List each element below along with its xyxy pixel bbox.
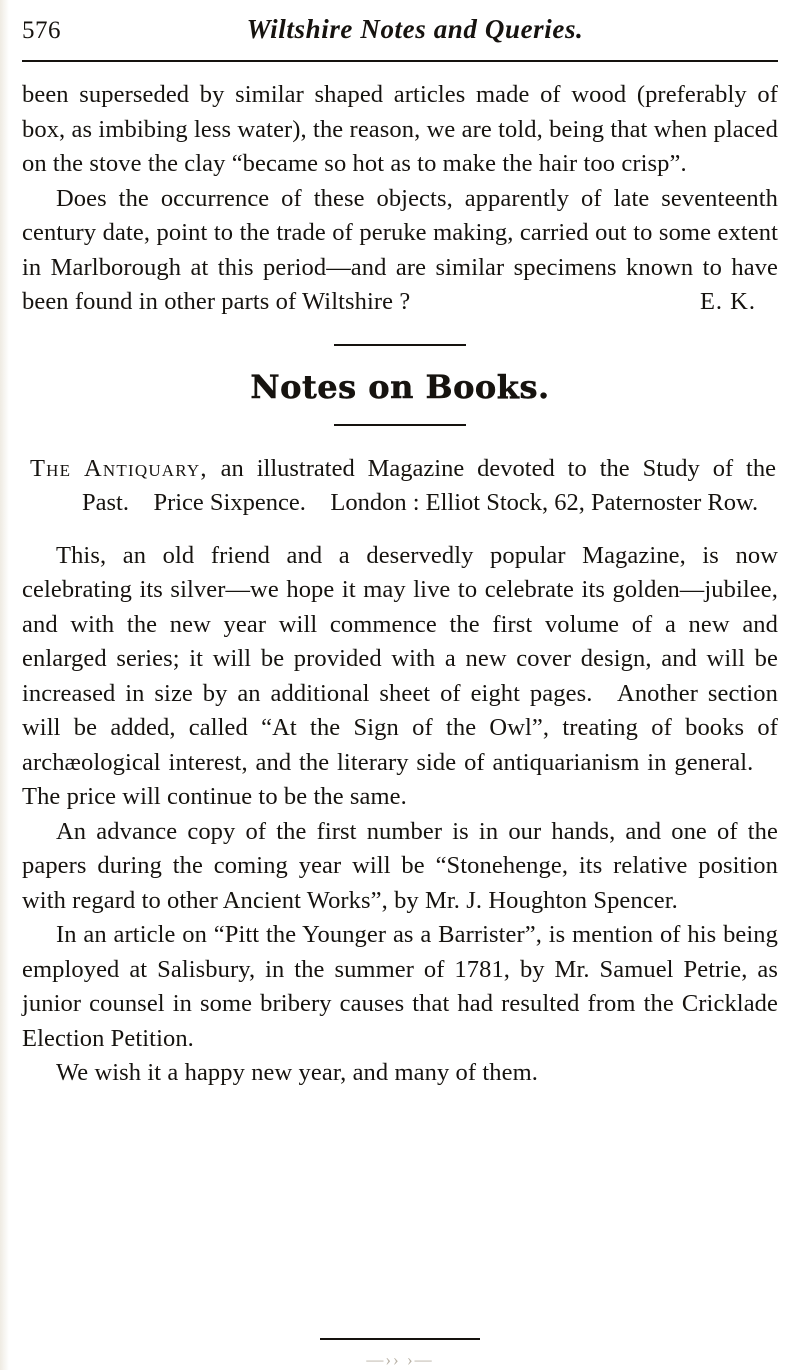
review-paragraph-3: In an article on “Pitt the Younger as a Barrister”, is mention of his being employed at Salisbury, in the summer of 1781, by Mr. Samuel Petrie, as junior counsel in some bribery causes that had resulted from the Cricklade Election Petition. bbox=[22, 921, 778, 1052]
book-imprint: an illustrated Magazine devoted to the Study of the Past. Price Sixpence. London : Elliot Stock, 62, Paternoster Row. bbox=[82, 454, 776, 516]
paragraph-query: Does the occurrence of these objects, apparently of late seventeenth century date, point to the trade of peruke making, carried out to some extent in Marlborough at this period—and are similar specimens known to have been found in other parts of Wiltshire ? bbox=[22, 184, 778, 315]
review-paragraph-4: We wish it a happy new year, and many of them. bbox=[56, 1059, 538, 1086]
heading-underrule bbox=[334, 424, 466, 426]
review-paragraph-2: An advance copy of the first number is in our hands, and one of the papers during the coming year will be “Stonehenge, its relative position with regard to other Ancient Works”, by Mr. J. Houghton Spencer. bbox=[22, 817, 778, 914]
section-divider-rule bbox=[334, 344, 466, 346]
page-edge-shadow bbox=[0, 0, 9, 1370]
footer-catchword: —›› ›— bbox=[366, 1350, 434, 1369]
text-column bbox=[22, 78, 778, 1091]
book-title: The Antiquary, bbox=[30, 454, 208, 482]
page-footer bbox=[0, 1338, 800, 1370]
paragraph-continuation: been superseded by similar shaped articles made of wood (preferably of box, as imbibing less water), the reason, we are told, being that when placed on the stove the clay “became so hot as to make the hair too crisp”. bbox=[22, 81, 778, 177]
header-rule bbox=[22, 60, 778, 62]
page-number: 576 bbox=[22, 17, 61, 44]
running-title: Wiltshire Notes and Queries. bbox=[246, 14, 584, 44]
section-heading: Notes on Books. bbox=[250, 367, 550, 406]
author-signature: E. K. bbox=[699, 288, 756, 315]
running-head bbox=[22, 0, 778, 58]
book-entry bbox=[22, 452, 778, 521]
footer-rule bbox=[320, 1338, 480, 1340]
paragraph-with-signature bbox=[22, 182, 778, 320]
spacer bbox=[22, 521, 778, 539]
review-paragraph-1: This, an old friend and a deservedly popular Magazine, is now celebrating its silver—we hope it may live to celebrate its golden—jubilee, and with the new year will commence the first volume of a new and enlarged series; it will be provided with a new cover design, and will be increased in size by an additional sheet of eight pages. Another section will be added, called “At the Sign of the Owl”, treating of books of archæological interest, and the literary side of antiquarianism in general. The price will continue to be the same. bbox=[22, 541, 778, 810]
